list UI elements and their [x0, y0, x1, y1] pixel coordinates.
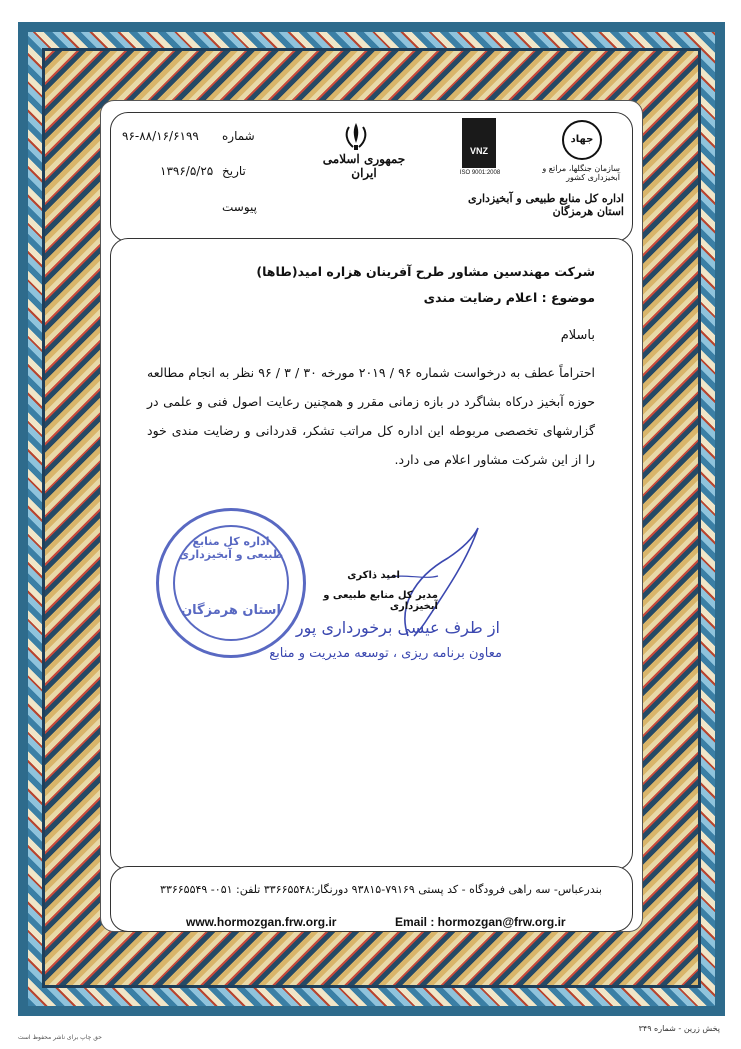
stamp-bottom-text: استان هرمزگان: [181, 603, 281, 618]
attachment-label: پیوست: [222, 200, 257, 214]
number-value: ۹۶-۸۸/۱۶/۶۱۹۹: [122, 129, 199, 143]
signer-name: امید ذاکری: [347, 570, 400, 581]
footer-website: www.hormozgan.frw.org.ir: [186, 915, 337, 929]
iran-emblem-icon: [343, 121, 369, 151]
recipient: شرکت مهندسین مشاور طرح آفرینان هزاره امید(طاها): [256, 264, 595, 279]
greeting: باسلام: [560, 328, 595, 343]
jahad-logo: جهاد: [562, 120, 602, 160]
deputy-title-line: معاون برنامه ریزی ، توسعه مدیریت و منابع: [269, 646, 502, 661]
footer-address: بندرعباس- سه راهی فرودگاه - کد پستی ۷۹۱۶۹-۹۳۸۱۵ دورنگار:۳۳۶۶۵۵۴۸ تلفن: ۰۵۱- ۳۳۶۶۵۵۴۹: [160, 883, 602, 896]
ministry-name: سازمان جنگلها، مراتع و آبخیزداری کشور: [542, 164, 620, 182]
government-title: جمهوری اسلامی ایران: [322, 152, 406, 180]
printer-note: پخش زرین - شماره ۳۴۹: [638, 1024, 720, 1033]
copyright-note: حق چاپ برای ناشر محفوظ است: [18, 1034, 102, 1041]
footer-email: Email : hormozgan@frw.org.ir: [395, 915, 566, 929]
letter-body: احتراماً عطف به درخواست شماره ۹۶ / ۲۰۱۹ مورخه ۳۰ / ۳ / ۹۶ نظر به انجام مطالعه حوزه آبخیز درکاه بشاگرد در بازه زمانی مقرر و همچنین رعایت اصول فنی و علمی در گزارشهای تخصصی مربوطه این اداره کل مراتب تشکر، قدردانی و رضایت مندی خود را از این شرکت مشاور اعلام می دارد.: [147, 365, 595, 467]
stamp-top-text: اداره کل منابع طبیعی و آبخیزداری: [178, 535, 284, 561]
iso-text: ISO 9001:2008: [459, 170, 501, 176]
date-label: تاریخ: [222, 164, 246, 178]
date-value: ۱۳۹۶/۵/۲۵: [160, 164, 214, 178]
office-name: اداره کل منابع طبیعی و آبخیزداری استان هرمزگان: [468, 192, 624, 218]
signer-title: مدیر کل منابع طبیعی و آبخیزداری: [323, 590, 438, 612]
subject: موضوع : اعلام رضایت مندی: [423, 290, 595, 305]
deputy-signature-line: از طرف عیسی برخورداری پور: [295, 618, 500, 637]
vnz-certification-logo: VNZ: [462, 118, 496, 168]
number-label: شماره: [222, 129, 255, 143]
